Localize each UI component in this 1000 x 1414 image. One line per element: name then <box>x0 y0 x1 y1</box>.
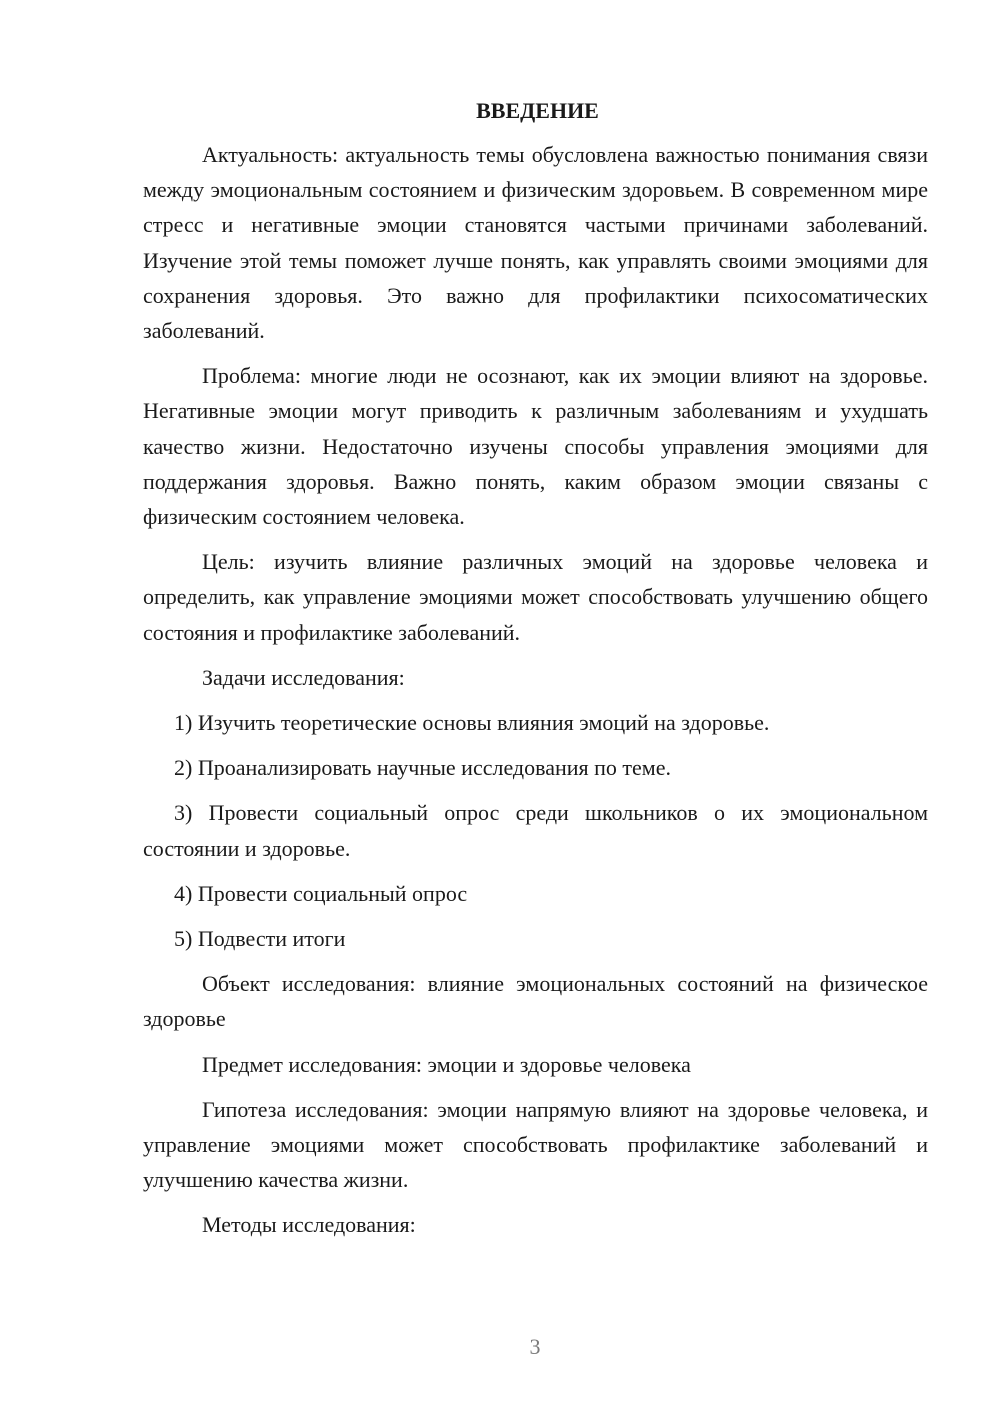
task-item-1: 1) Изучить теоретические основы влияния эмоций на здоровье. <box>174 710 770 736</box>
paragraph-hypothesis: Гипотеза исследования: эмоции напрямую влияют на здоровье человека, и управление эмоциями может способствовать профилактике заболеваний и улучшению качества жизни. <box>143 1096 928 1193</box>
paragraph-goal: Цель: изучить влияние различных эмоций на здоровье человека и определить, как управление эмоциями может способствовать улучшению общего состояния и профилактике заболеваний. <box>143 549 928 645</box>
paragraph-object: Объект исследования: влияние эмоциональных состояний на физическое здоровье <box>143 971 928 1032</box>
section-heading: ВВЕДЕНИЕ <box>476 98 599 123</box>
page-number: 3 <box>529 1334 541 1359</box>
paragraph-subject: Предмет исследования: эмоции и здоровье человека <box>202 1051 691 1077</box>
task-item-4: 4) Провести социальный опрос <box>174 880 468 906</box>
task-item-5: 5) Подвести итоги <box>174 926 346 952</box>
paragraph-problem: Проблема: многие люди не осознают, как их эмоции влияют на здоровье. Негативные эмоции могут приводить к различным заболеваниям и ухудшать качество жизни. Недостаточно изучены способы управления эмоциями для поддержания здоровья. Важно понять, каким образом эмоции связаны с физическим состоянием человека. <box>143 363 928 530</box>
task-item-2: 2) Проанализировать научные исследования по теме. <box>174 755 671 781</box>
paragraph-relevance: Актуальность: актуальность темы обусловлена важностью понимания связи между эмоциональным состоянием и физическим здоровьем. В современном мире стресс и негативные эмоции становятся частыми причинами заболеваний. Изучение этой темы поможет лучше понять, как управлять своими эмоциями для сохранения здоровья. Это важно для профилактики психосоматических заболеваний. <box>143 142 928 344</box>
tasks-title: Задачи исследования: <box>202 664 405 690</box>
task-item-3: 3) Провести социальный опрос среди школьников о их эмоциональном состоянии и здоровье. <box>143 800 928 861</box>
document-page <box>143 95 928 1253</box>
methods-title: Методы исследования: <box>202 1212 416 1238</box>
